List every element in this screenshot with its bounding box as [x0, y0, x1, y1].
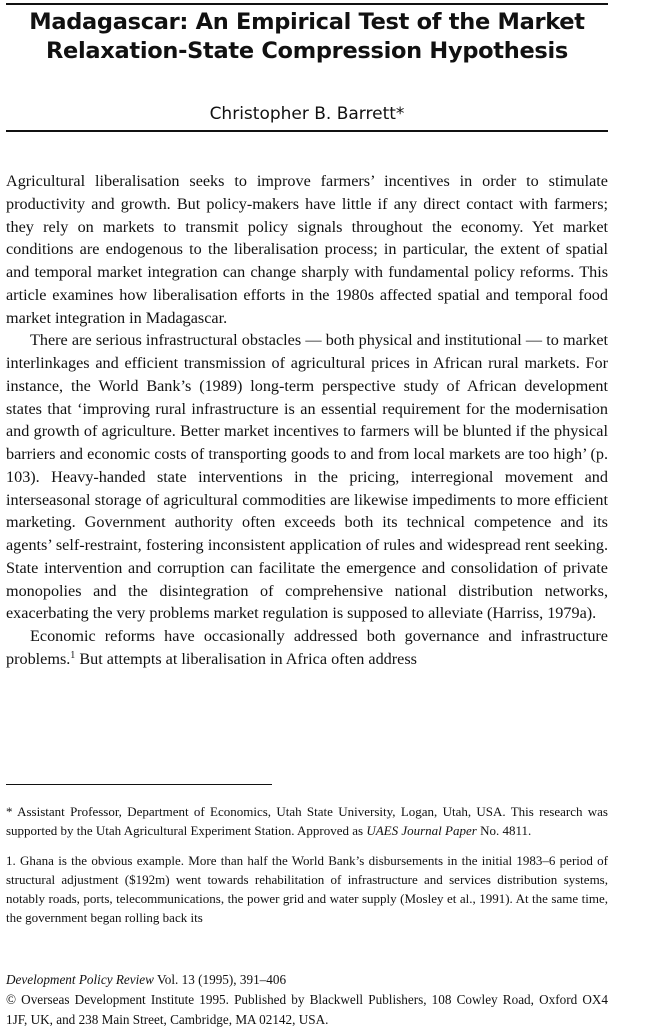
author-rule: [6, 130, 608, 132]
paragraph-3-text-start: Economic reforms have occasionally addressed both governance and infrastructure problems.: [6, 627, 608, 668]
footnote-reference-1: 1: [70, 649, 76, 661]
journal-footer: [6, 970, 608, 1030]
journal-volume: Vol. 13 (1995), 391–406: [153, 972, 287, 987]
article-title: [6, 8, 608, 66]
footnote-1: 1. Ghana is the obvious example. More than half the World Bank’s disbursements in the initial 1983–6 period of structural adjustment ($192m) went towards rehabilitation of infrastructure and services distribution systems, notably roads, ports, telecommunications, the power grid and water supply (Mosley et al., 1991). At the same time, the government began rolling back its: [6, 852, 608, 926]
author-footnote-mark: *: [395, 104, 405, 124]
author-name: Christopher B. Barrett: [209, 104, 396, 124]
author-note-text: * Assistant Professor, Department of Economics, Utah State University, Logan, Utah, USA. This research was supported by the Utah Agricultural Experiment Station. Approved as: [6, 804, 608, 839]
article-body: [6, 170, 608, 671]
paragraph-3-text-end: But attempts at liberalisation in Africa often address: [75, 649, 417, 668]
author-note-italic: UAES Journal Paper: [366, 823, 477, 839]
body-paragraph-1: Agricultural liberalisation seeks to improve farmers’ incentives in order to stimulate productivity and growth. But policy-makers have little if any direct contact with farmers; they rely on markets to transmit policy signals throughout the economy. Yet market conditions are endogenous to the liberalisation process; in particular, the extent of spatial and temporal market integration can change sharply with fundamental policy reforms. This article examines how liberalisation efforts in the 1980s affected spatial and temporal food market integration in Madagascar.: [6, 172, 608, 327]
footnote-separator: [6, 784, 272, 785]
footnotes: [6, 802, 608, 938]
author-note-end: No. 4811.: [476, 823, 532, 839]
top-rule: [6, 3, 608, 5]
title-line-1: Madagascar: An Empirical Test of the Market: [29, 9, 585, 35]
journal-citation: [6, 970, 608, 990]
copyright-notice: © Overseas Development Institute 1995. Published by Blackwell Publishers, 108 Cowley Road, Oxford OX4 1JF, UK, and 238 Main Street, Cambridge, MA 02142, USA.: [6, 992, 608, 1027]
title-line-2: Relaxation-State Compression Hypothesis: [45, 38, 569, 64]
body-paragraph-3: [6, 625, 608, 671]
author-affiliation-note: [6, 802, 608, 841]
body-paragraph-2: There are serious infrastructural obstacles — both physical and institutional — to market interlinkages and efficient transmission of agricultural prices in African rural markets. For instance, the World Bank’s (1989) long-term perspective study of African development states that ‘improving rural infrastructure is an essential requirement for the modernisation and growth of agriculture. Better market incentives to farmers will be blunted if the physical barriers and economic costs of transporting goods to and from local markets are too high’ (p. 103). Heavy-handed state interventions in the pricing, interregional movement and interseasonal storage of agricultural commodities are likewise impediments to more efficient marketing. Government authority often exceeds both its technical competence and its agents’ self-restraint, fostering inconsistent application of rules and widespread rent seeking. State intervention and corruption can facilitate the emergence and consolidation of private monopolies and the disintegration of comprehensive national distribution networks, exacerbating the very problems market regulation is supposed to alleviate (Harriss, 1979a).: [6, 331, 608, 623]
author-byline: [6, 103, 608, 125]
journal-name: Development Policy Review: [6, 972, 154, 987]
